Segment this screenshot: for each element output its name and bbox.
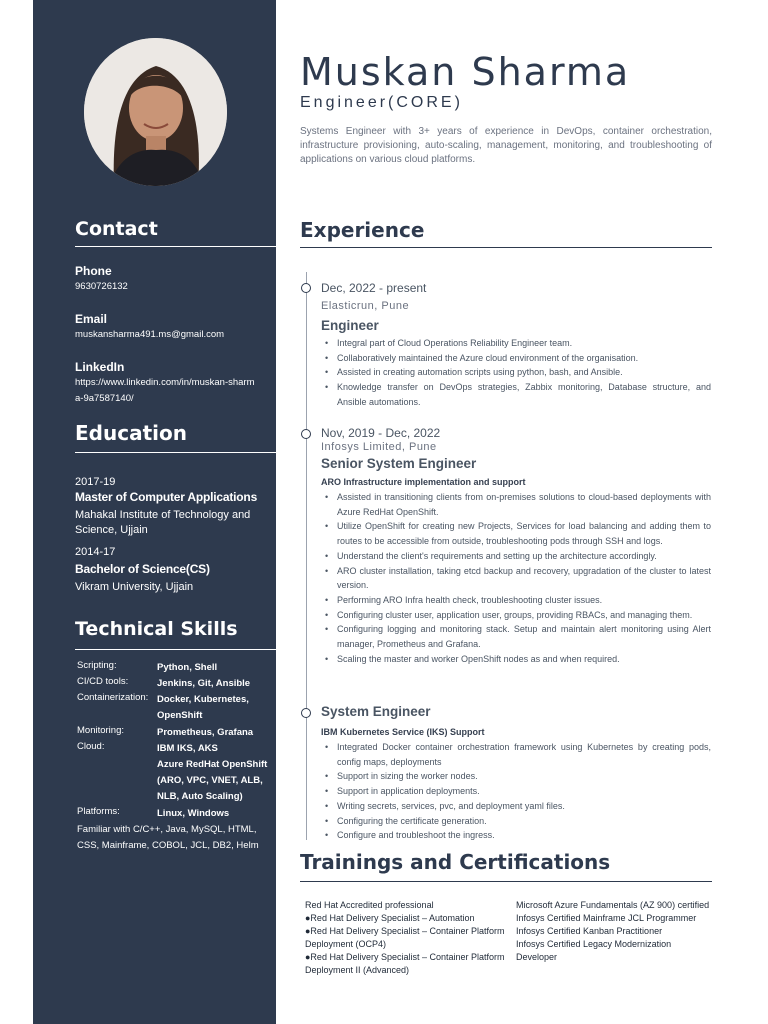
skill-value: IBM IKS, AKS [157,743,218,754]
job-bullet: • Configure and troubleshoot the ingress. [321,828,711,843]
education-years: 2017-19 [75,476,116,488]
profile-summary: Systems Engineer with 3+ years of experience in DevOps, container orchestration, infrastructure provisioning, auto-scaling, management, monitoring, and troubleshooting of applications on various cloud platforms. [300,126,712,165]
phone-value: 9630726132 [75,281,128,292]
job-bullet: • Knowledge transfer on DevOps strategies, Zabbix monitoring, Database structure, and Ansible automations. [321,380,711,409]
experience-divider [300,247,712,248]
job-bullet: • Assisted in transitioning clients from on-premises solutions to cloud-based deployments with Azure RedHat OpenShift. [321,490,711,519]
job-bullet: • Utilize OpenShift for creating new Projects, Services for load balancing and adding them to routes to be accessible from outside, troubleshooting pods through SSH and logs. [321,519,711,548]
skill-label: Platforms: [77,806,120,817]
timeline-dot [301,708,311,718]
skill-value: Prometheus, Grafana [157,727,254,738]
job-bullet: • Configuring cluster user, application user, groups, providing RBACs, and managing them. [321,608,711,623]
job-bullet: • Writing secrets, services, pvc, and deployment yaml files. [321,799,711,814]
job-bullet: • Assisted in creating automation scripts using python, bash, and Ansible. [321,365,711,380]
candidate-name: Muskan Sharma [300,50,631,94]
experience-timeline [306,272,307,840]
certifications-divider [300,881,712,882]
skill-value: Jenkins, Git, Ansible [157,678,251,689]
job-bullet: • Understand the client's requirements and setting up the architecture accordingly. [321,549,711,564]
candidate-role: Engineer(CORE) [300,94,463,111]
skill-label: Scripting: [77,660,117,671]
job-bullet: • Scaling the master and worker OpenShift nodes as and when required. [321,652,711,667]
education-institution: Vikram University, Ujjain [75,581,194,593]
skill-value: Docker, Kubernetes, OpenShift [157,694,249,721]
contact-divider [75,246,276,247]
certifications-heading: Trainings and Certifications [300,850,611,874]
education-degree: Bachelor of Science(CS) [75,562,210,576]
job-title: System Engineer [321,704,431,719]
job-bullet: • Integral part of Cloud Operations Reliability Engineer team. [321,336,711,351]
experience-heading: Experience [300,218,425,242]
job-bullet: • Configuring logging and monitoring stack. Setup and maintain alert monitoring using Alert manager, Prometheus and Grafana. [321,622,711,651]
timeline-dot [301,429,311,439]
job-bullet: • Collaboratively maintained the Azure cloud environment of the organisation. [321,351,711,366]
job-company: Elasticrun, Pune [321,300,410,312]
job-bullets [321,490,711,666]
job-subtitle: ARO Infrastructure implementation and support [321,477,526,487]
contact-heading: Contact [75,218,158,240]
job-subtitle: IBM Kubernetes Service (IKS) Support [321,727,485,737]
skills-heading: Technical Skills [75,618,238,640]
education-degree: Master of Computer Applications [75,490,258,504]
job-bullets [321,336,711,410]
job-date: Dec, 2022 - present [321,281,427,295]
skill-value: Azure RedHat OpenShift (ARO, VPC, VNET, ALB, NLB, Auto Scaling) [157,759,268,802]
skill-label: Monitoring: [77,725,124,736]
job-bullets [321,740,711,843]
education-years: 2014-17 [75,546,116,558]
education-divider [75,452,276,453]
skill-label: CI/CD tools: [77,676,129,687]
profile-photo [84,38,227,186]
skills-divider [75,649,276,650]
job-title: Engineer [321,318,379,333]
job-company: Infosys Limited, Pune [321,441,437,453]
skill-label: Containerization: [77,692,149,703]
linkedin-label: LinkedIn [75,360,125,374]
job-bullet: • Integrated Docker container orchestration framework using Kubernetes by creating pods, config maps, deployments [321,740,711,769]
email-link[interactable]: muskansharma491.ms@gmail.com [75,329,225,340]
certifications-left: Red Hat Accredited professional ●Red Hat Delivery Specialist – Automation ●Red Hat Delivery Specialist – Container Platform Deployment (OCP4) ●Red Hat Delivery Specialist – Container Platform Deployment II (Advanced) [305,900,505,975]
job-date: Nov, 2019 - Dec, 2022 [321,426,441,440]
job-bullet: • Performing ARO Infra health check, troubleshooting cluster issues. [321,593,711,608]
skill-label: Cloud: [77,741,105,752]
education-heading: Education [75,421,187,445]
job-title: Senior System Engineer [321,456,477,471]
email-label: Email [75,312,108,326]
phone-label: Phone [75,264,112,278]
skill-value: Python, Shell [157,662,218,673]
job-bullet: • Support in application deployments. [321,784,711,799]
skill-value: Linux, Windows [157,808,230,819]
certifications-right: Microsoft Azure Fundamentals (AZ 900) certified Infosys Certified Mainframe JCL Programmer Infosys Certified Kanban Practitioner Infosys Certified Legacy Modernization Developer [516,900,710,962]
familiar-skills: Familiar with C/C++, Java, MySQL, HTML, CSS, Mainframe, COBOL, JCL, DB2, Helm [77,824,259,851]
timeline-dot [301,283,311,293]
job-bullet: • Support in sizing the worker nodes. [321,769,711,784]
linkedin-link[interactable]: https://www.linkedin.com/in/muskan-sharma-9a7587140/ [75,377,255,404]
education-institution: Mahakal Institute of Technology and Science, Ujjain [75,509,251,536]
job-bullet: • Configuring the certificate generation. [321,814,711,829]
job-bullet: • ARO cluster installation, taking etcd backup and recovery, upgradation of the cluster to latest version. [321,564,711,593]
